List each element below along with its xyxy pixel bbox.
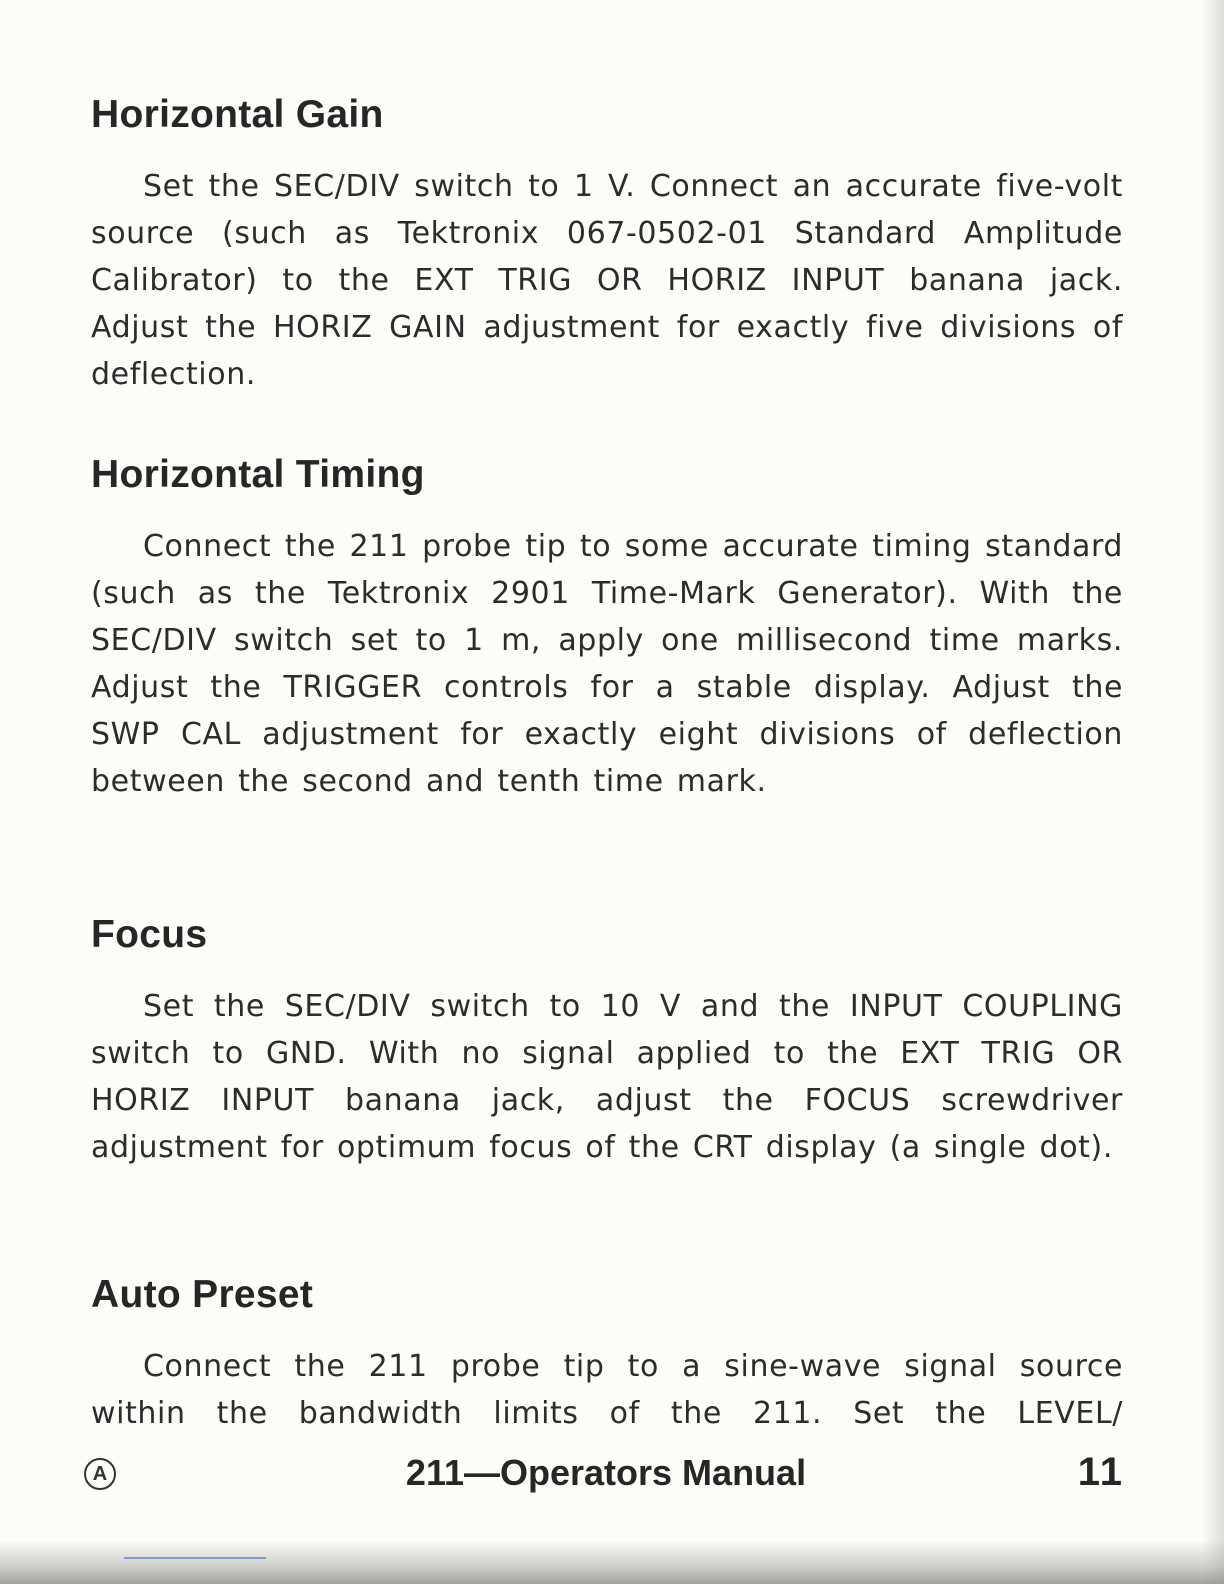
section-auto-preset: [91, 1272, 1123, 1437]
section-horizontal-timing: [91, 452, 1123, 805]
page-footer: [84, 1450, 1128, 1500]
manual-title: 211—Operators Manual: [405, 1452, 807, 1493]
section-heading: Horizontal Timing: [91, 453, 425, 496]
page-edge-shadow: [1202, 0, 1224, 1584]
section-heading: Auto Preset: [91, 1273, 314, 1316]
section-heading: Horizontal Gain: [91, 93, 384, 136]
section-paragraph: Connect the 211 probe tip to some accurate timing standard (such as the Tektronix 2901 Time-Mark Generator). With the SEC/DIV switch set to 1 m, apply one millisecond time marks. Adjust the TRIGGER controls for a stable display. Adjust the SWP CAL adjustment for exactly eight divisions of deflection between the second and tenth time mark.: [91, 528, 1123, 799]
revision-mark-icon: A: [84, 1458, 116, 1490]
section-paragraph: Connect the 211 probe tip to a sine-wave signal source within the bandwidth limits of the 211. Set the LEVEL/: [91, 1348, 1123, 1431]
scan-artifact-line: [124, 1557, 266, 1559]
section-horizontal-gain: [91, 92, 1123, 398]
section-heading: Focus: [91, 913, 208, 956]
section-focus: [91, 912, 1123, 1171]
section-paragraph: Set the SEC/DIV switch to 10 V and the INPUT COUPLING switch to GND. With no signal applied to the EXT TRIG OR HORIZ INPUT banana jack, adjust the FOCUS screwdriver adjustment for optimum focus of the CRT display (a single dot).: [91, 988, 1123, 1165]
scan-bottom-shadow: [0, 1540, 1224, 1584]
section-paragraph: Set the SEC/DIV switch to 1 V. Connect an accurate five-volt source (such as Tektronix 067-0502-01 Standard Amplitude Calibrator) to the EXT TRIG OR HORIZ INPUT banana jack. Adjust the HORIZ GAIN adjustment for exactly five divisions of deflection.: [91, 168, 1123, 392]
page-number: 11: [1077, 1450, 1124, 1494]
